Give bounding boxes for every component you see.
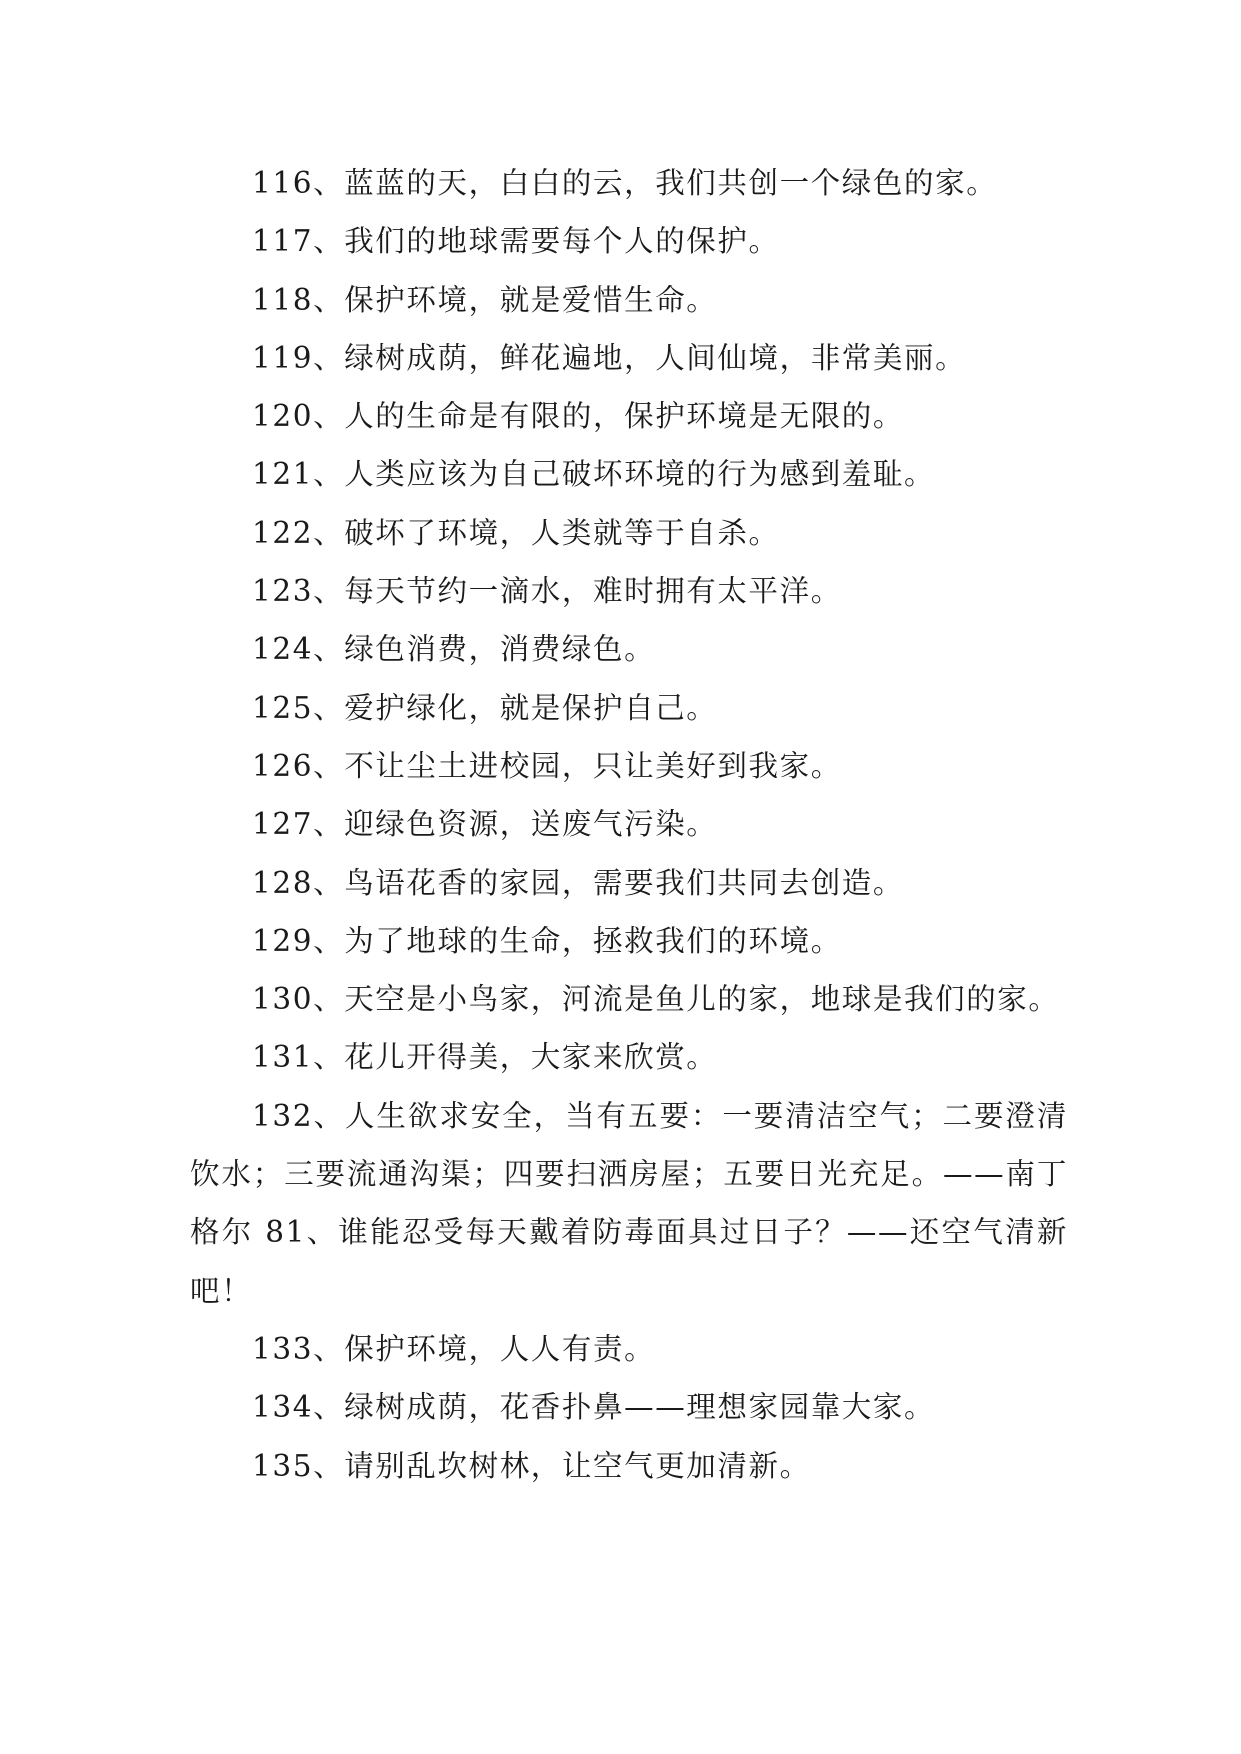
slogan-paragraph: 121、人类应该为自己破坏环境的行为感到羞耻。 <box>252 457 936 492</box>
slogan-paragraph: 118、保护环境，就是爱惜生命。 <box>252 282 718 317</box>
slogan-paragraph: 122、破坏了环境，人类就等于自杀。 <box>252 515 780 550</box>
slogan-paragraph: 128、鸟语花香的家园，需要我们共同去创造。 <box>252 865 905 900</box>
slogan-paragraph: 135、请别乱坎树林，让空气更加清新。 <box>252 1448 811 1483</box>
slogan-paragraph: 120、人的生命是有限的，保护环境是无限的。 <box>252 399 905 434</box>
slogan-paragraph: 125、爱护绿化，就是保护自己。 <box>252 690 718 725</box>
slogan-paragraph: 132、人生欲求安全，当有五要：一要清洁空气；二要澄清饮水；三要流通沟渠；四要扫洒房屋；五要日光充足。——南丁格尔 81、谁能忍受每天戴着防毒面具过日子？——还空气清新吧！ <box>190 1098 1068 1308</box>
slogan-paragraph: 130、天空是小鸟家，河流是鱼儿的家，地球是我们的家。 <box>252 982 1060 1017</box>
slogan-paragraph: 126、不让尘土进校园，只让美好到我家。 <box>252 748 842 783</box>
slogan-paragraph: 117、我们的地球需要每个人的保护。 <box>252 224 780 259</box>
slogan-paragraph: 134、绿树成荫，花香扑鼻——理想家园靠大家。 <box>252 1390 936 1425</box>
slogan-paragraph: 119、绿树成荫，鲜花遍地，人间仙境，非常美丽。 <box>252 340 967 375</box>
slogan-paragraph: 124、绿色消费，消费绿色。 <box>252 632 656 667</box>
slogan-paragraph: 116、蓝蓝的天，白白的云，我们共创一个绿色的家。 <box>252 166 998 200</box>
slogan-paragraph: 131、花儿开得美，大家来欣赏。 <box>252 1040 718 1075</box>
slogan-paragraph: 129、为了地球的生命，拯救我们的环境。 <box>252 923 842 958</box>
slogan-paragraph: 127、迎绿色资源，送废气污染。 <box>252 807 718 842</box>
slogan-paragraph: 133、保护环境，人人有责。 <box>252 1331 656 1366</box>
slogan-paragraph: 123、每天节约一滴水，难时拥有太平洋。 <box>252 574 842 609</box>
document-body <box>190 154 1068 1495</box>
